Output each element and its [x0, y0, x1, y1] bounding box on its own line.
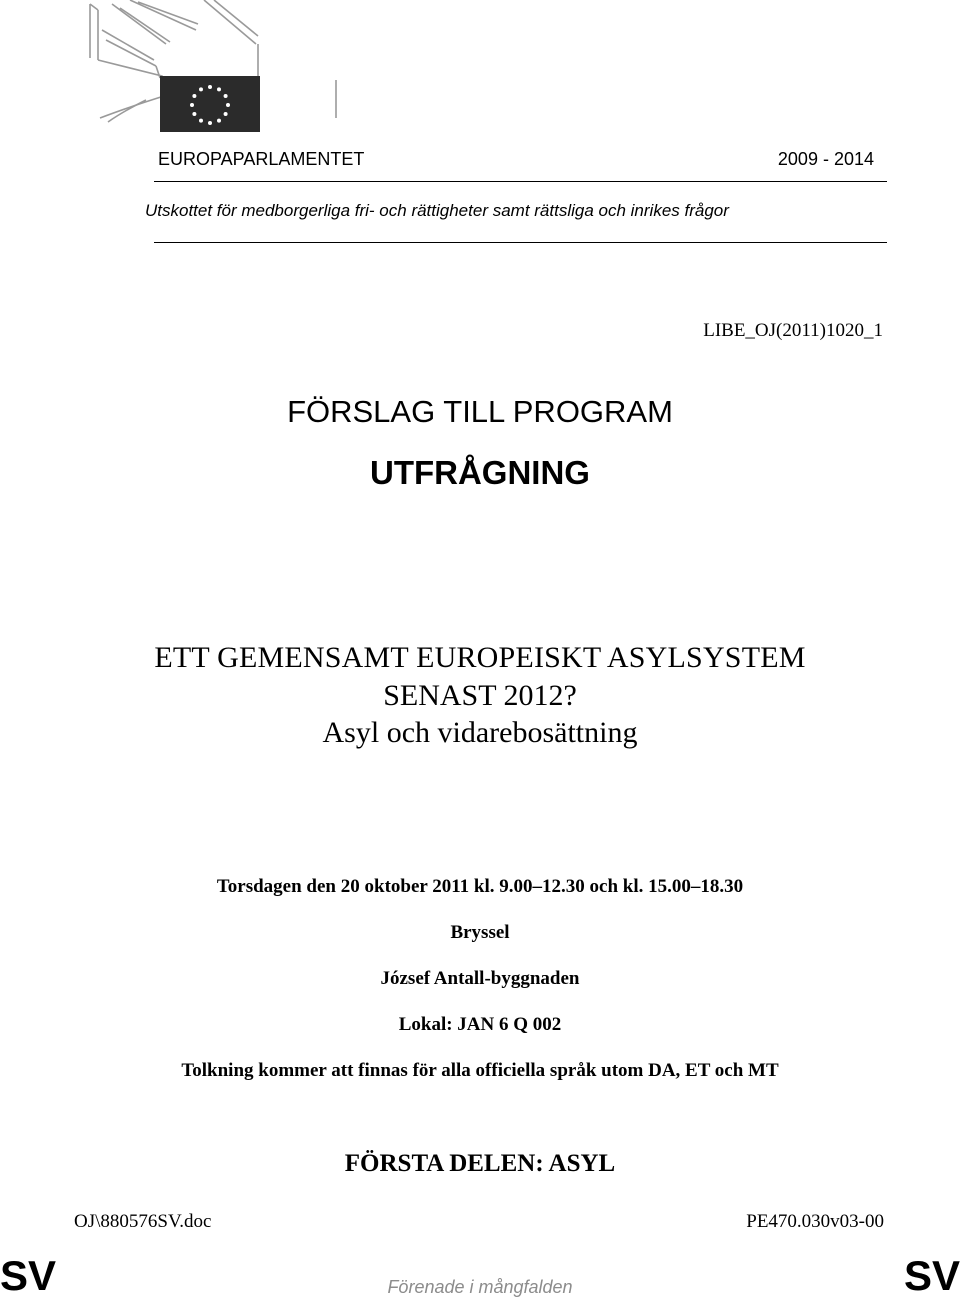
document-reference: LIBE_OJ(2011)1020_1	[703, 320, 883, 341]
subject-line-1: ETT GEMENSAMT EUROPEISKT ASYLSYSTEM	[154, 641, 806, 674]
meeting-room: Lokal: JAN 6 Q 002	[398, 1014, 562, 1035]
european-parliament-logo-icon	[86, 0, 346, 136]
meeting-building: József Antall-byggnaden	[380, 968, 580, 989]
document-title: FÖRSLAG TILL PROGRAM	[287, 394, 673, 429]
subject-line-3: Asyl och vidarebosättning	[322, 716, 638, 749]
language-code-right: SV	[903, 1252, 960, 1299]
header-rule-top	[154, 181, 887, 182]
parliamentary-term: 2009 - 2014	[777, 149, 874, 169]
document-file-name: OJ\880576SV.doc	[74, 1211, 212, 1232]
language-code-left: SV	[0, 1252, 57, 1299]
part-heading: FÖRSTA DELEN: ASYL	[344, 1150, 616, 1177]
header-rule-bottom	[154, 242, 887, 243]
eu-motto: Förenade i mångfalden	[387, 1277, 573, 1297]
meeting-city: Bryssel	[450, 922, 510, 943]
institution-name: EUROPAPARLAMENTET	[158, 149, 365, 169]
subject-line-2: SENAST 2012?	[383, 679, 577, 712]
committee-name: Utskottet för medborgerliga fri- och rättigheter samt rättsliga och inrikes frågor	[145, 201, 729, 220]
meeting-date-time: Torsdagen den 20 oktober 2011 kl. 9.00–12.30 och kl. 15.00–18.30	[216, 876, 744, 897]
document-type: UTFRÅGNING	[370, 454, 590, 491]
pe-reference: PE470.030v03-00	[746, 1211, 884, 1232]
interpretation-note: Tolkning kommer att finnas för alla officiella språk utom DA, ET och MT	[181, 1060, 779, 1081]
